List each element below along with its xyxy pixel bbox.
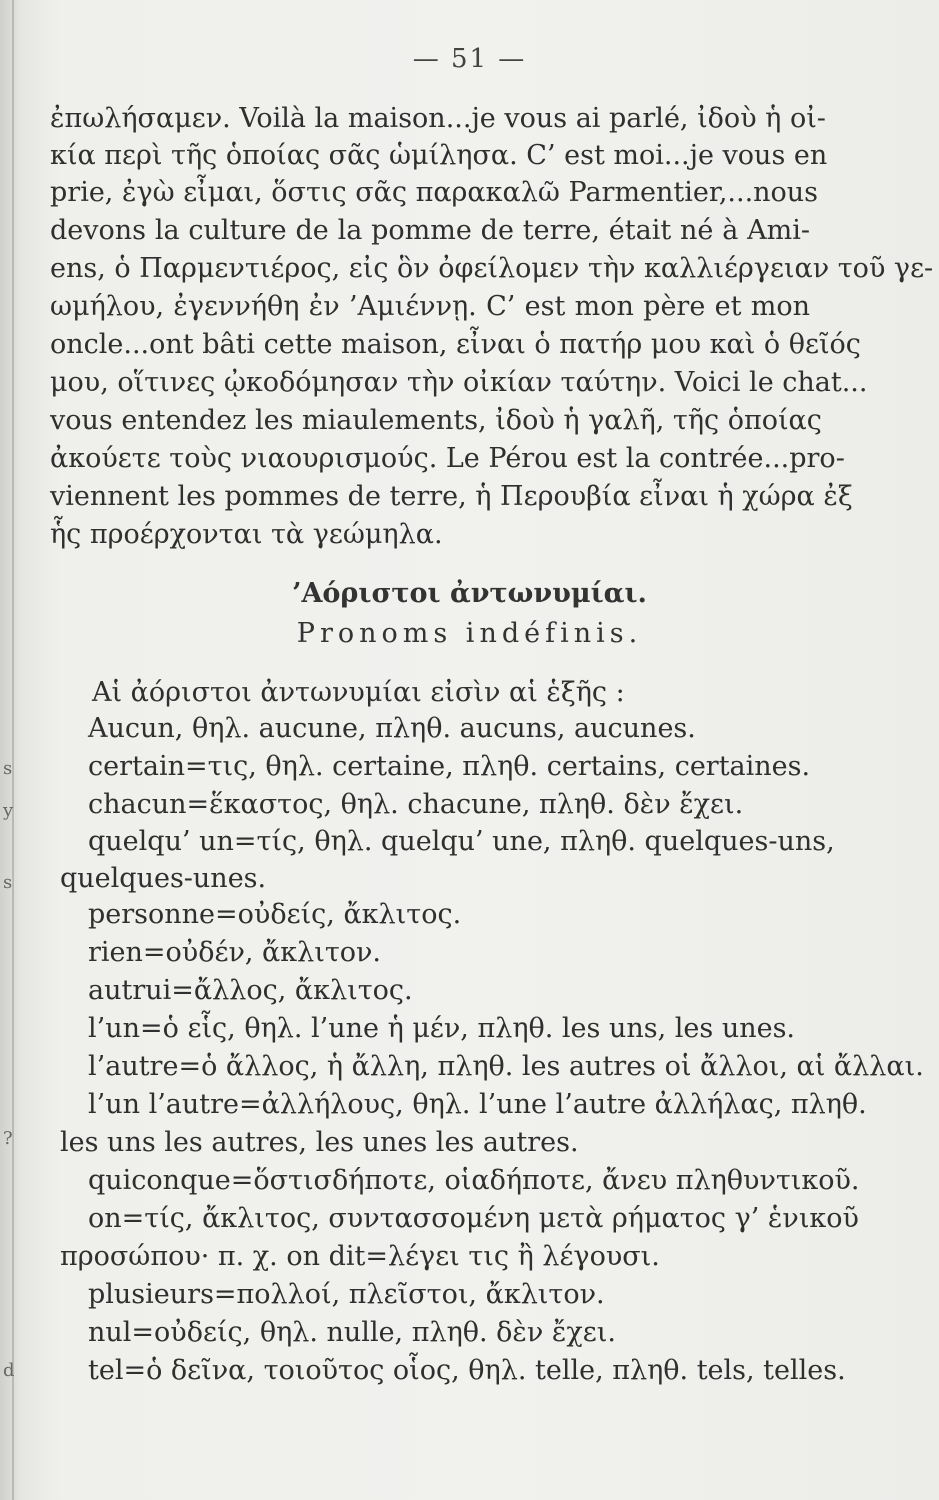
- section-title-greek: ’Αόριστοι ἀντωνυμίαι.: [292, 578, 647, 609]
- section-title-french: Pronoms indéfinis.: [296, 618, 643, 649]
- margin-mark: y: [3, 800, 14, 821]
- paragraph-line: prie, ἐγὼ εἶμαι, ὅστις σᾶς παρακαλῶ Parmentier,...nous: [50, 177, 819, 208]
- entry-line: autrui=ἄλλος, ἄκλιτος.: [88, 975, 413, 1006]
- binding-gutter: [12, 0, 14, 1500]
- entry-line: l’un=ὁ εἷς, θηλ. l’une ἡ μέν, πληθ. les uns, les unes.: [88, 1013, 796, 1044]
- entry-line: nul=οὐδείς, θηλ. nulle, πληθ. δὲν ἔχει.: [88, 1317, 616, 1348]
- entry-line: quiconque=ὅστισδήποτε, οἱαδήποτε, ἄνευ πληθυντικοῦ.: [88, 1165, 860, 1196]
- paragraph-line: ωμήλου, ἐγεννήθη ἐν ’Αμιέννῃ. C’ est mon père et mon: [50, 291, 810, 322]
- paragraph-line: κία περὶ τῆς ὁποίας σᾶς ὡμίλησα. C’ est moi...je vous en: [50, 140, 828, 171]
- entry-line: rien=οὐδέν, ἄκλιτον.: [88, 937, 382, 968]
- paragraph-line: devons la culture de la pomme de terre, était né à Ami-: [50, 215, 810, 246]
- margin-mark: s: [3, 758, 13, 779]
- margin-mark: s: [3, 872, 13, 893]
- entry-line: προσώπου· π. χ. on dit=λέγει τις ἢ λέγουσι.: [60, 1241, 660, 1272]
- page-number: — 51 —: [412, 44, 527, 74]
- entry-line: on=τίς, ἄκλιτος, συντασσομένη μετὰ ρήματος γ’ ἑνικοῦ: [88, 1203, 859, 1234]
- paragraph-line: oncle...ont bâti cette maison, εἶναι ὁ πατήρ μου καὶ ὁ θεῖός: [50, 329, 861, 360]
- entry-line: tel=ὁ δεῖνα, τοιοῦτος οἷος, θηλ. telle, πληθ. tels, telles.: [88, 1355, 846, 1386]
- entry-line: quelqu’ un=τίς, θηλ. quelqu’ une, πληθ. quelques-uns,: [88, 826, 835, 857]
- entry-line: l’un l’autre=ἀλλήλους, θηλ. l’une l’autre ἀλλήλας, πληθ.: [88, 1089, 867, 1120]
- paragraph-line: μου, οἵτινες ᾠκοδόμησαν τὴν οἰκίαν ταύτην. Voici le chat...: [50, 367, 868, 398]
- entry-line: les uns les autres, les unes les autres.: [60, 1127, 579, 1158]
- paragraph-line: vous entendez les miaulements, ἰδοὺ ἡ γαλῆ, τῆς ὁποίας: [50, 405, 822, 436]
- paragraph-line: ἐπωλήσαμεν. Voilà la maison...je vous ai parlé, ἰδοὺ ἡ οἰ-: [50, 103, 826, 134]
- entry-line: quelques-unes.: [60, 863, 267, 894]
- entry-line: personne=οὐδείς, ἄκλιτος.: [88, 899, 462, 930]
- paragraph-line: ἀκούετε τοὺς νιαουρισμούς. Le Pérou est la contrée...pro-: [50, 443, 845, 474]
- entry-line: chacun=ἕκαστος, θηλ. chacune, πληθ. δὲν ἔχει.: [88, 789, 744, 820]
- paragraph-line: ἧς προέρχονται τὰ γεώμηλα.: [50, 519, 443, 550]
- entry-line: plusieurs=πολλοί, πλεῖστοι, ἄκλιτον.: [88, 1279, 605, 1310]
- paragraph-line: ens, ὁ Παρμεντιέρος, εἰς ὃν ὀφείλομεν τὴν καλλιέργειαν τοῦ γε-: [50, 253, 934, 284]
- entry-line: l’autre=ὁ ἄλλος, ἡ ἄλλη, πληθ. les autres οἱ ἄλλοι, αἱ ἄλλαι.: [88, 1051, 924, 1082]
- intro-line: Αἱ ἀόριστοι ἀντωνυμίαι εἰσὶν αἱ ἑξῆς :: [92, 677, 625, 708]
- entry-line: Aucun, θηλ. aucune, πληθ. aucuns, aucunes.: [88, 713, 696, 744]
- margin-mark: d: [3, 1360, 15, 1381]
- paragraph-line: viennent les pommes de terre, ἡ Περουβία εἶναι ἡ χώρα ἐξ: [50, 481, 853, 512]
- margin-mark: ?: [3, 1128, 13, 1149]
- entry-line: certain=τις, θηλ. certaine, πληθ. certains, certaines.: [88, 751, 811, 782]
